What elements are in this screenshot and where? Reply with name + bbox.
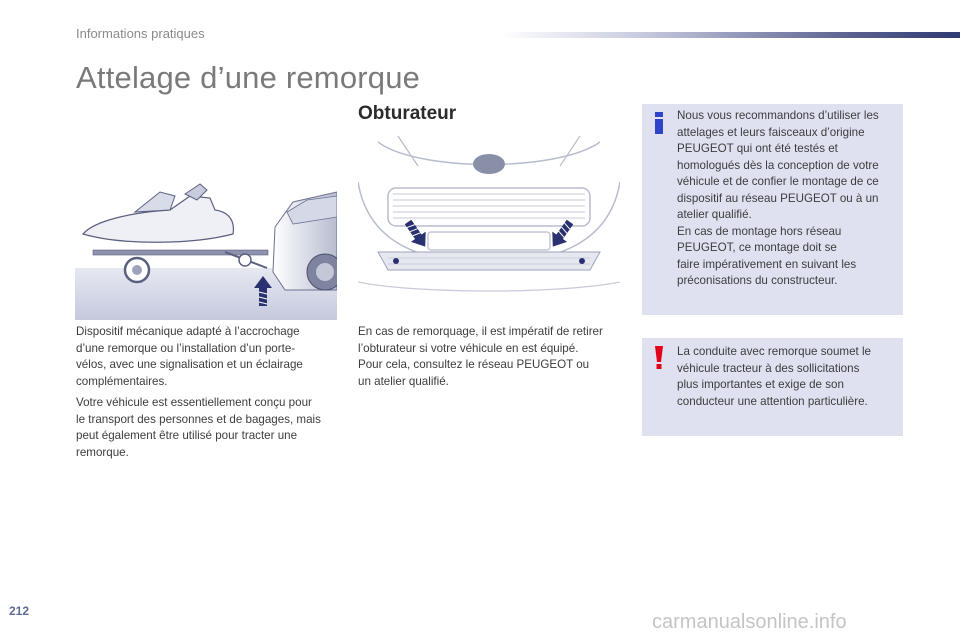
page-title: Attelage d’une remorque — [76, 60, 421, 95]
subsection-heading: Obturateur — [358, 103, 457, 124]
towing-illustration — [75, 172, 337, 320]
bumper-illustration — [358, 132, 620, 304]
section-label: Informations pratiques — [76, 26, 205, 41]
info-icon — [652, 112, 666, 134]
usage-paragraph: Votre véhicule est essentiellement conçu pour le transport des personnes et de bagages, mais peut également être utilisé pour tracter une remorque. — [76, 396, 321, 459]
info-text: Nous vous recommandons d’utiliser les attelages et leurs faisceaux d’origine PEUGEOT qui ont été testés et homologués dès la conception de votre véhicule et de confier le montage de ce dispositif au réseau PEUGEOT ou à un atelier qualifié. En cas de montage hors réseau PEUGEOT, ce montage doit se faire impérativement en suivant les préconisations du constructeur. — [677, 109, 879, 287]
watermark: carmanualsonline.info — [652, 611, 847, 633]
warning-text: La conduite avec remorque soumet le véhicule tracteur à des sollicitations plus importantes et exige de son conducteur une attention particulière. — [677, 345, 871, 408]
intro-paragraph: Dispositif mécanique adapté à l’accrochage d’une remorque ou l’installation d’un porte- vélos, avec une signalisation et un éclairage complémentaires. — [76, 325, 303, 388]
shutter-paragraph: En cas de remorquage, il est impératif de retirer l’obturateur si votre véhicule en est équipé. Pour cela, consultez le réseau PEUGEOT ou un atelier qualifié. — [358, 325, 603, 388]
header-bar — [500, 32, 960, 38]
page-number: 212 — [9, 604, 30, 618]
warning-icon — [654, 346, 664, 370]
warning-box — [642, 338, 903, 436]
info-box — [642, 104, 903, 315]
